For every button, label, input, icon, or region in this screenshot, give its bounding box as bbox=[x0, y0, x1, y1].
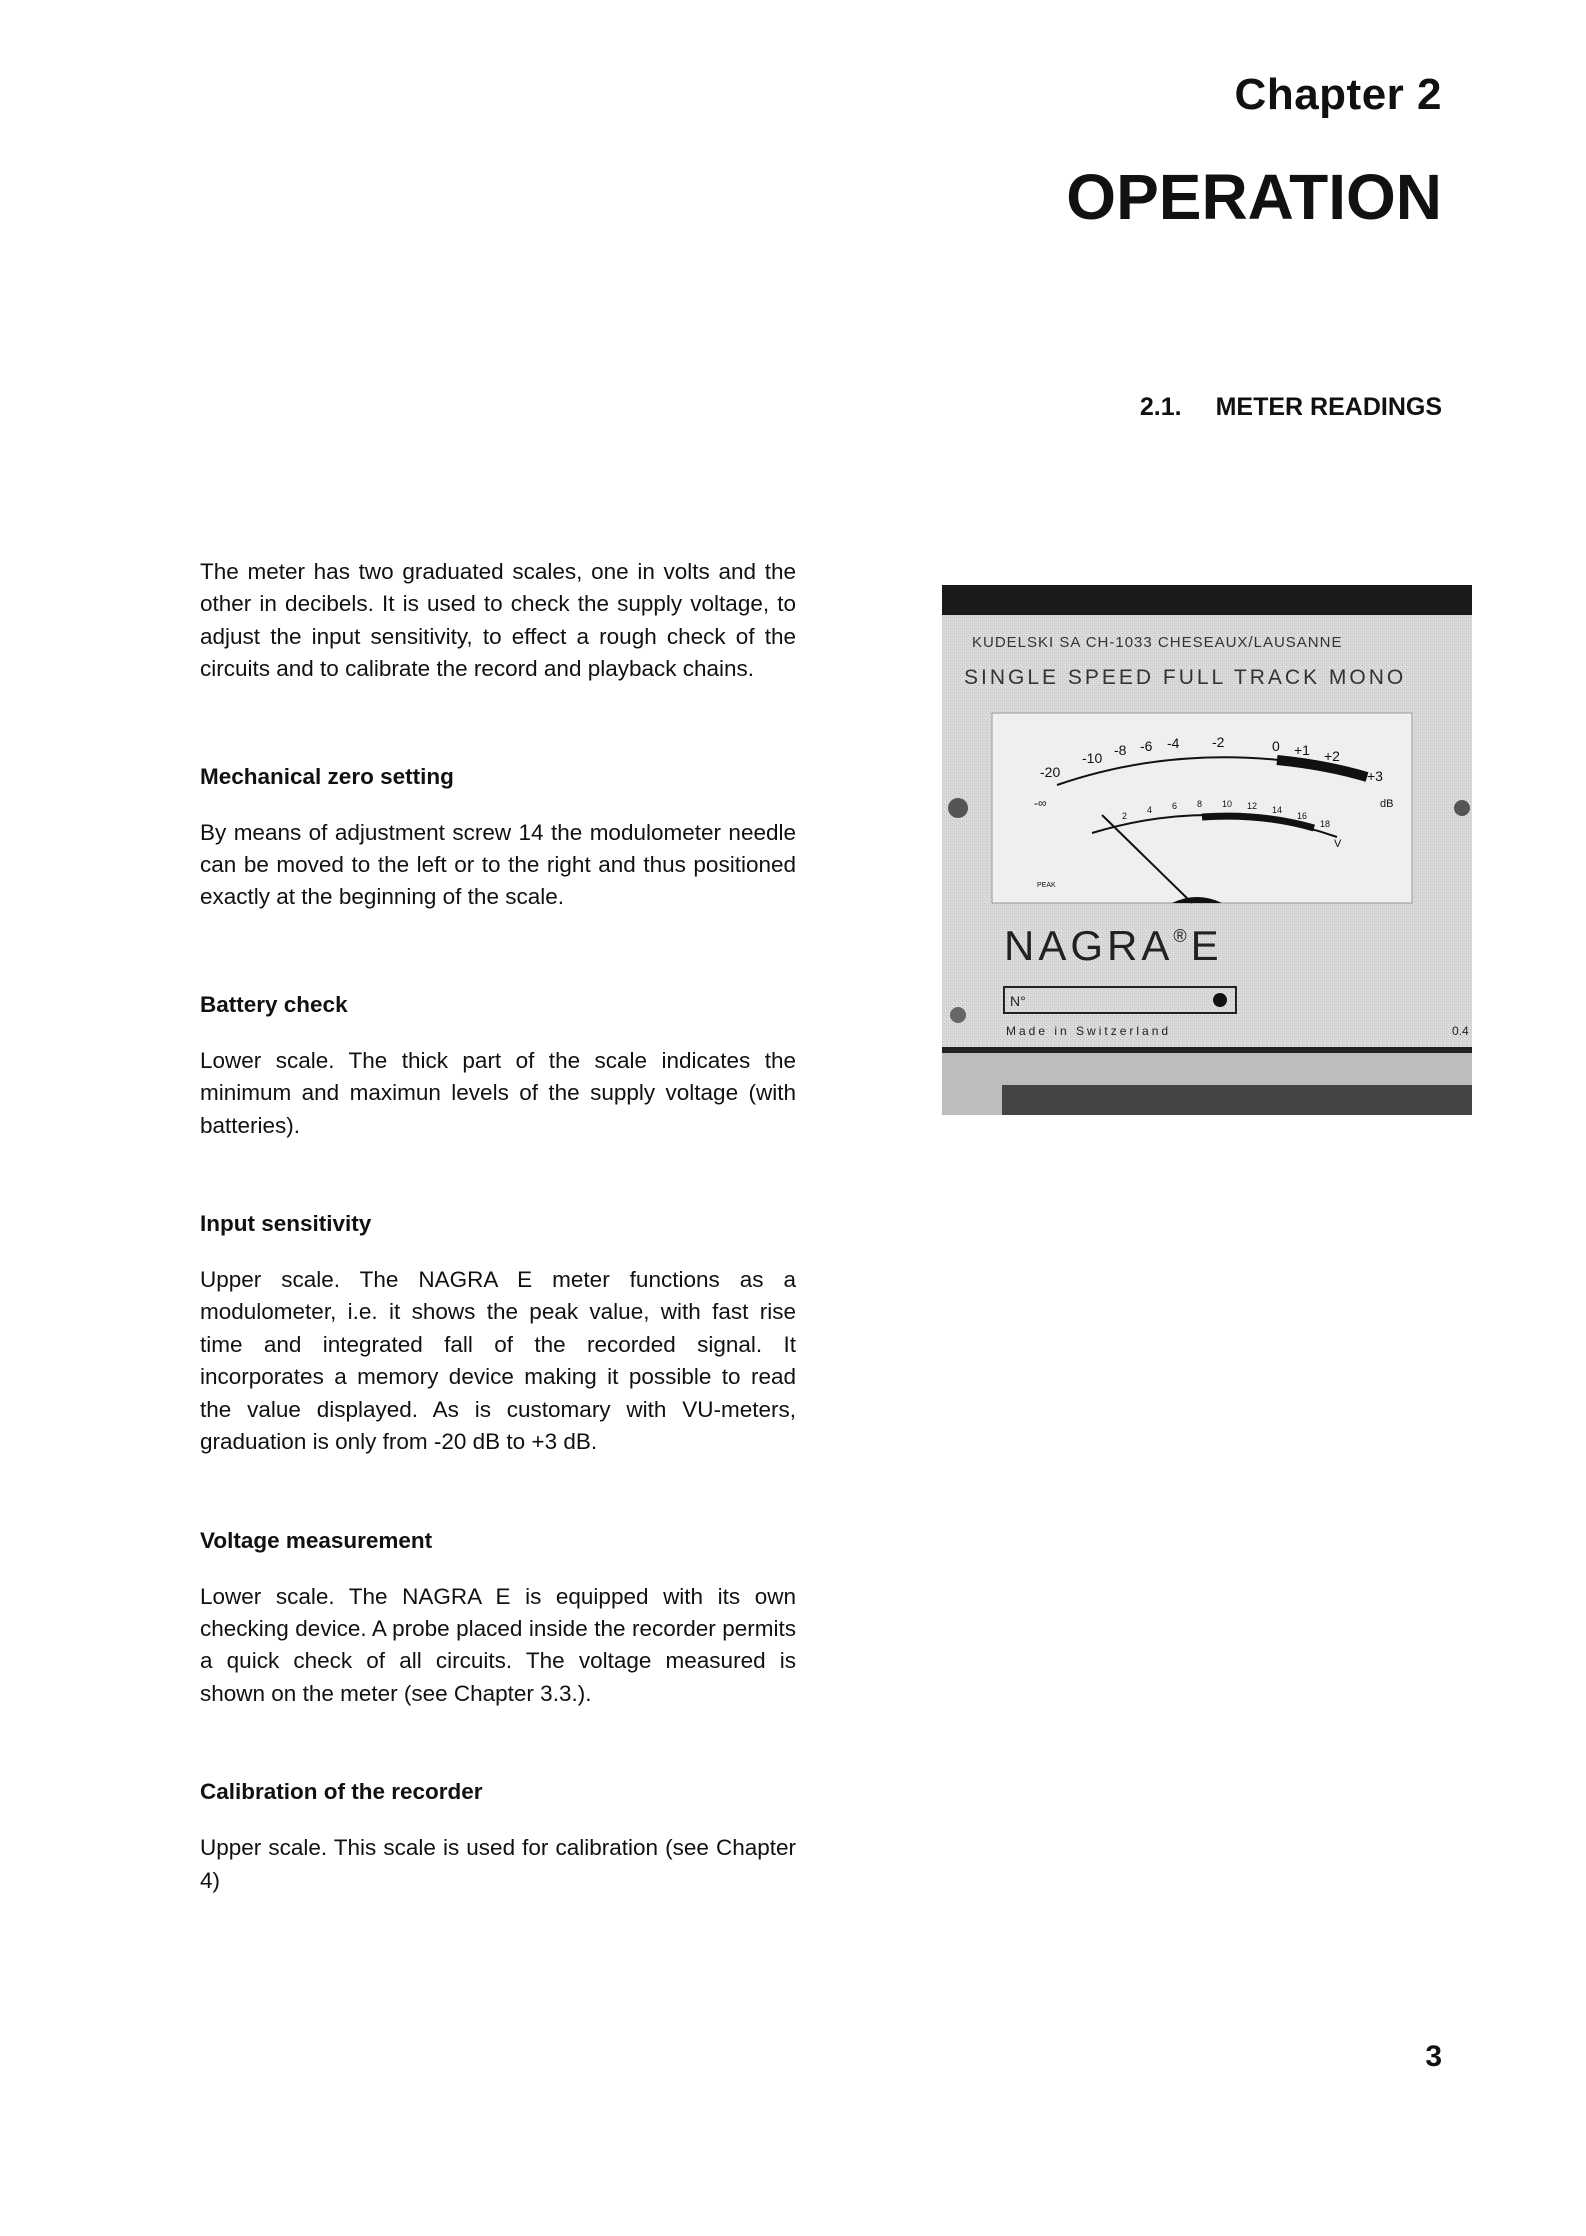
db-tick-label: +3 bbox=[1367, 768, 1383, 784]
db-tick-label: -6 bbox=[1140, 738, 1153, 754]
chapter-title: OPERATION bbox=[1066, 161, 1442, 233]
v-tick-label: 2 bbox=[1122, 811, 1128, 821]
section-heading bbox=[1140, 393, 1442, 422]
photo-top-bar bbox=[942, 585, 1472, 615]
v-unit-label: V bbox=[1334, 838, 1342, 850]
v-tick-label: 16 bbox=[1297, 811, 1308, 821]
serial-label: N° bbox=[1010, 993, 1026, 1009]
subsection-heading-battery-check: Battery check bbox=[200, 991, 348, 1017]
subsection-text-battery-check: Lower scale. The thick part of the scale indicates the minimum and maximun levels of the supply voltage (with batteries). bbox=[200, 1047, 796, 1138]
v-tick-label: 8 bbox=[1197, 799, 1203, 809]
section-title: METER READINGS bbox=[1215, 393, 1442, 421]
db-tick-label: -20 bbox=[1040, 764, 1061, 780]
serial-indicator bbox=[1213, 993, 1227, 1007]
subsection-text-input-sensitivity: Upper scale. The NAGRA E meter functions as a modulometer, i.e. it shows the peak value, with fast rise time and integrated fall of the recorded signal. It incorporates a memory device making it possible to read the value displayed. As is customary with VU-meters, graduation is only from -20 dB to +3 dB. bbox=[200, 1267, 796, 1455]
photo-bottom-shadow bbox=[1002, 1085, 1472, 1115]
db-tick-label: -8 bbox=[1114, 742, 1127, 758]
right-screw bbox=[1454, 800, 1470, 816]
db-tick-label: +2 bbox=[1324, 748, 1340, 764]
lower-left-screw bbox=[950, 1007, 966, 1023]
brand-name: NAGRA®E bbox=[1004, 922, 1223, 969]
subsection-heading-mechanical-zero: Mechanical zero setting bbox=[200, 763, 454, 789]
v-tick-label: 6 bbox=[1172, 801, 1178, 811]
v-tick-label: 14 bbox=[1272, 805, 1283, 815]
v-tick-label: 18 bbox=[1320, 819, 1331, 829]
edge-text: 0.4 bbox=[1452, 1024, 1469, 1038]
left-screw bbox=[948, 798, 968, 818]
v-tick-label: 4 bbox=[1147, 805, 1153, 815]
photo-maker-line: KUDELSKI SA CH-1033 CHESEAUX/LAUSANNE bbox=[972, 634, 1343, 651]
subsection-heading-input-sensitivity: Input sensitivity bbox=[200, 1211, 372, 1237]
v-tick-label: 10 bbox=[1222, 799, 1233, 809]
db-tick-label: +1 bbox=[1294, 742, 1310, 758]
subsection-text-calibration: Upper scale. This scale is used for calibration (see Chapter 4) bbox=[200, 1835, 796, 1893]
made-in-label: Made in Switzerland bbox=[1006, 1024, 1172, 1038]
db-tick-label: -4 bbox=[1167, 735, 1180, 751]
db-unit-label: dB bbox=[1380, 798, 1394, 810]
meter-photo bbox=[942, 585, 1472, 1115]
db-tick-label: 0 bbox=[1272, 738, 1280, 754]
peak-label: PEAK bbox=[1037, 882, 1056, 889]
subsection-text-mechanical-zero: By means of adjustment screw 14 the modulometer needle can be moved to the left or to the right and thus positioned exactly at the beginning of the scale. bbox=[200, 819, 796, 910]
db-tick-label: -10 bbox=[1082, 750, 1103, 766]
photo-model-line: SINGLE SPEED FULL TRACK MONO bbox=[964, 666, 1407, 689]
subsection-heading-calibration: Calibration of the recorder bbox=[200, 1779, 483, 1805]
intro-paragraph: The meter has two graduated scales, one in volts and the other in decibels. It is used to check the supply voltage, to adjust the input sensitivity, to effect a rough check of the circuits and to calibrate the record and playback chains. bbox=[200, 559, 796, 682]
left-infinity-label: -∞ bbox=[1034, 796, 1047, 810]
subsection-text-voltage-measurement: Lower scale. The NAGRA E is equipped with its own checking device. A probe placed inside the recorder permits a quick check of all circuits. The voltage measured is shown on the meter (see Chapter 3.3.). bbox=[200, 1583, 796, 1706]
page-number: 3 bbox=[1425, 2040, 1442, 2073]
v-tick-label: 12 bbox=[1247, 801, 1258, 811]
body-column bbox=[200, 556, 796, 1897]
photo-bottom-edge bbox=[942, 1047, 1472, 1053]
chapter-label: Chapter 2 bbox=[1234, 70, 1442, 119]
db-tick-label: -2 bbox=[1212, 734, 1225, 750]
section-number: 2.1. bbox=[1139, 393, 1182, 421]
subsection-heading-voltage-measurement: Voltage measurement bbox=[200, 1527, 433, 1553]
